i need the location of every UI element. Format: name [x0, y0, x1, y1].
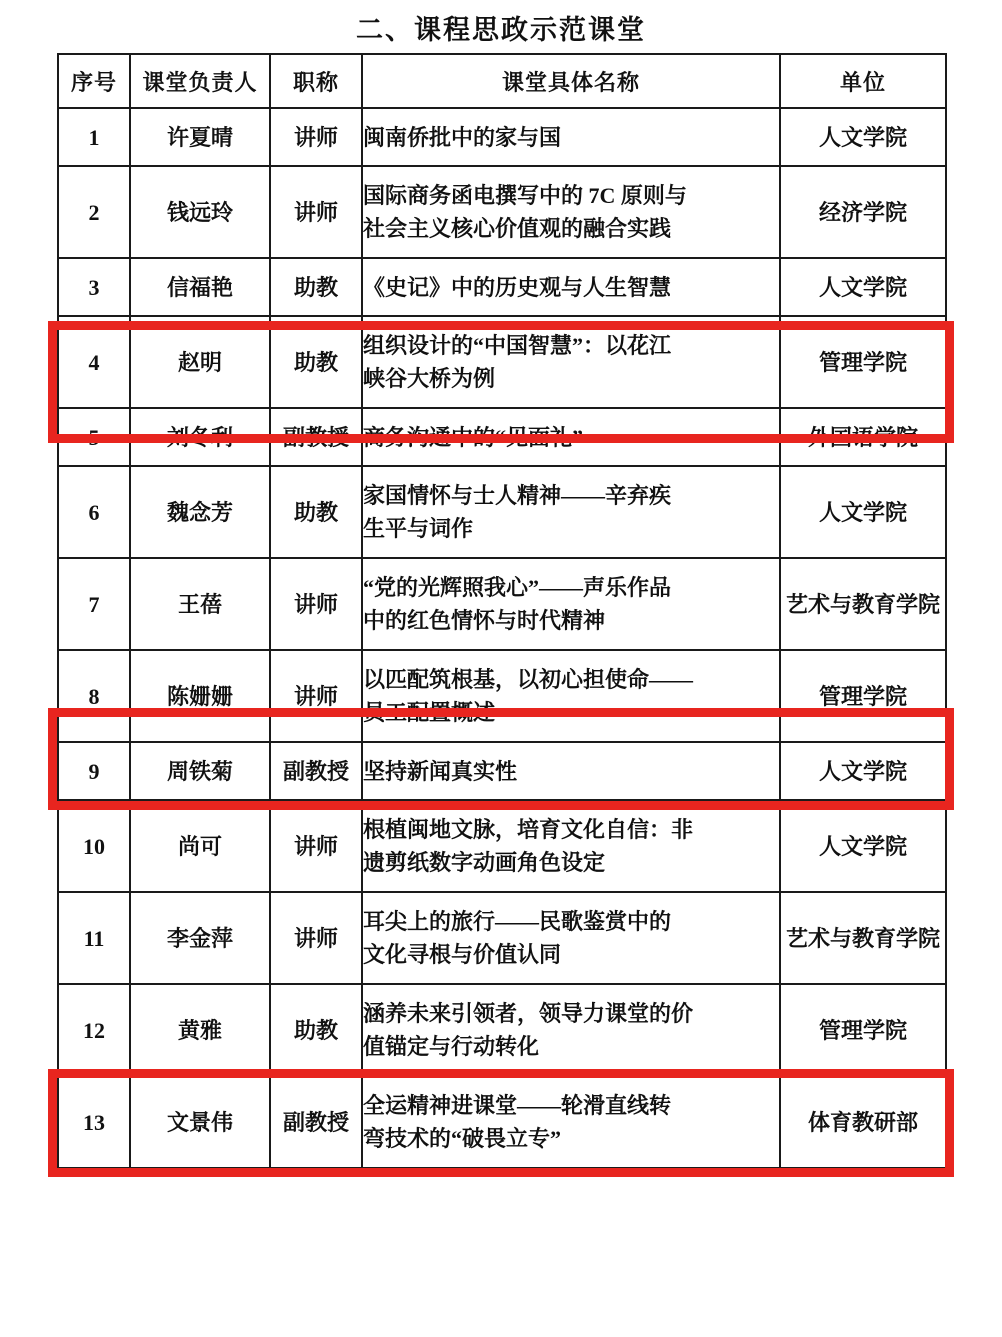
cell-index: 7 [58, 558, 130, 650]
cell-index: 5 [58, 408, 130, 466]
header-class-name: 课堂具体名称 [362, 54, 780, 108]
cell-class-name [362, 466, 780, 558]
cell-class-name [362, 650, 780, 742]
cell-unit: 人文学院 [780, 742, 946, 800]
cell-class-name [362, 892, 780, 984]
table-row [58, 650, 946, 742]
cell-unit: 管理学院 [780, 316, 946, 408]
cell-leader: 刘冬利 [130, 408, 270, 466]
class-name-line-1: 根植闽地文脉，培育文化自信：非 [363, 817, 694, 842]
cell-leader: 陈姗姗 [130, 650, 270, 742]
cell-index: 10 [58, 800, 130, 892]
class-name-line-2: 值锚定与行动转化 [363, 1034, 540, 1059]
table-row [58, 316, 946, 408]
table-header-row [58, 54, 946, 108]
class-name-line-2: 中的红色情怀与时代精神 [363, 608, 606, 633]
class-name-line-2: 生平与词作 [363, 516, 474, 541]
cell-class-name [362, 1076, 780, 1168]
cell-class-name [362, 742, 780, 800]
cell-index: 13 [58, 1076, 130, 1168]
cell-rank: 副教授 [270, 1076, 362, 1168]
class-name-line-2: 遗剪纸数字动画角色设定 [363, 850, 606, 875]
cell-unit: 人文学院 [780, 800, 946, 892]
cell-unit: 管理学院 [780, 650, 946, 742]
cell-unit: 人文学院 [780, 258, 946, 316]
cell-leader: 赵明 [130, 316, 270, 408]
cell-leader: 魏念芳 [130, 466, 270, 558]
cell-class-name [362, 258, 780, 316]
class-name-line-2: 社会主义核心价值观的融合实践 [363, 216, 672, 241]
cell-index: 4 [58, 316, 130, 408]
cell-unit: 艺术与教育学院 [780, 558, 946, 650]
cell-unit: 管理学院 [780, 984, 946, 1076]
class-name-line-2: 弯技术的“破畏立专” [363, 1126, 562, 1151]
cell-unit: 艺术与教育学院 [780, 892, 946, 984]
header-rank: 职称 [270, 54, 362, 108]
cell-class-name [362, 558, 780, 650]
cell-rank: 助教 [270, 258, 362, 316]
class-name-line-1: 涵养未来引领者，领导力课堂的价 [363, 1001, 694, 1026]
class-name-line-2: 峡谷大桥为例 [363, 366, 496, 391]
class-name-line-1: 以匹配筑根基，以初心担使命—— [363, 667, 694, 692]
cell-unit: 经济学院 [780, 166, 946, 258]
cell-rank: 助教 [270, 984, 362, 1076]
cell-rank: 助教 [270, 466, 362, 558]
cell-index: 12 [58, 984, 130, 1076]
class-name-line-1: 全运精神进课堂——轮滑直线转 [363, 1093, 672, 1118]
class-name-line-1: 国际商务函电撰写中的 7C 原则与 [363, 183, 687, 208]
table-row [58, 742, 946, 800]
cell-index: 9 [58, 742, 130, 800]
page-title: 二、课程思政示范课堂 [356, 15, 646, 45]
cell-index: 2 [58, 166, 130, 258]
cell-class-name [362, 984, 780, 1076]
table-row [58, 466, 946, 558]
class-name-line-1: 《史记》中的历史观与人生智慧 [363, 274, 672, 300]
class-name-line-1: 商务沟通中的“见面礼” [363, 424, 584, 450]
cell-class-name [362, 108, 780, 166]
cell-class-name [362, 166, 780, 258]
cell-rank: 讲师 [270, 558, 362, 650]
cell-unit: 人文学院 [780, 108, 946, 166]
class-name-line-1: 家国情怀与士人精神——辛弃疾 [363, 483, 672, 508]
class-name-line-1: 坚持新闻真实性 [363, 758, 518, 784]
cell-leader: 文景伟 [130, 1076, 270, 1168]
cell-leader: 许夏晴 [130, 108, 270, 166]
cell-leader: 王蓓 [130, 558, 270, 650]
class-name-line-1: 组织设计的“中国智慧”：以花江 [363, 333, 672, 358]
table-row [58, 166, 946, 258]
cell-rank: 副教授 [270, 742, 362, 800]
cell-leader: 李金萍 [130, 892, 270, 984]
table-container [57, 53, 945, 1169]
class-name-line-2: 员工配置概述 [363, 700, 496, 725]
cell-index: 1 [58, 108, 130, 166]
class-name-line-1: 闽南侨批中的家与国 [363, 124, 562, 150]
cell-rank: 讲师 [270, 892, 362, 984]
cell-unit: 体育教研部 [780, 1076, 946, 1168]
cell-rank: 讲师 [270, 166, 362, 258]
cell-index: 3 [58, 258, 130, 316]
cell-unit: 外国语学院 [780, 408, 946, 466]
courses-table [57, 53, 947, 1169]
header-leader: 课堂负责人 [130, 54, 270, 108]
cell-rank: 讲师 [270, 108, 362, 166]
cell-leader: 黄雅 [130, 984, 270, 1076]
class-name-line-1: 耳尖上的旅行——民歌鉴赏中的 [363, 909, 672, 934]
table-row [58, 892, 946, 984]
header-index: 序号 [58, 54, 130, 108]
header-unit: 单位 [780, 54, 946, 108]
table-row [58, 1076, 946, 1168]
cell-index: 6 [58, 466, 130, 558]
cell-class-name [362, 316, 780, 408]
cell-leader: 尚可 [130, 800, 270, 892]
table-row [58, 408, 946, 466]
cell-class-name [362, 408, 780, 466]
cell-leader: 信福艳 [130, 258, 270, 316]
cell-index: 11 [58, 892, 130, 984]
cell-rank: 讲师 [270, 650, 362, 742]
cell-class-name [362, 800, 780, 892]
cell-rank: 助教 [270, 316, 362, 408]
table-row [58, 984, 946, 1076]
cell-rank: 讲师 [270, 800, 362, 892]
cell-rank: 副教授 [270, 408, 362, 466]
cell-index: 8 [58, 650, 130, 742]
cell-leader: 周铁菊 [130, 742, 270, 800]
table-row [58, 108, 946, 166]
class-name-line-1: “党的光辉照我心”——声乐作品 [363, 575, 672, 600]
table-row [58, 558, 946, 650]
class-name-line-2: 文化寻根与价值认同 [363, 942, 562, 967]
table-row [58, 800, 946, 892]
table-row [58, 258, 946, 316]
document-page [0, 8, 1002, 1337]
cell-leader: 钱远玲 [130, 166, 270, 258]
cell-unit: 人文学院 [780, 466, 946, 558]
